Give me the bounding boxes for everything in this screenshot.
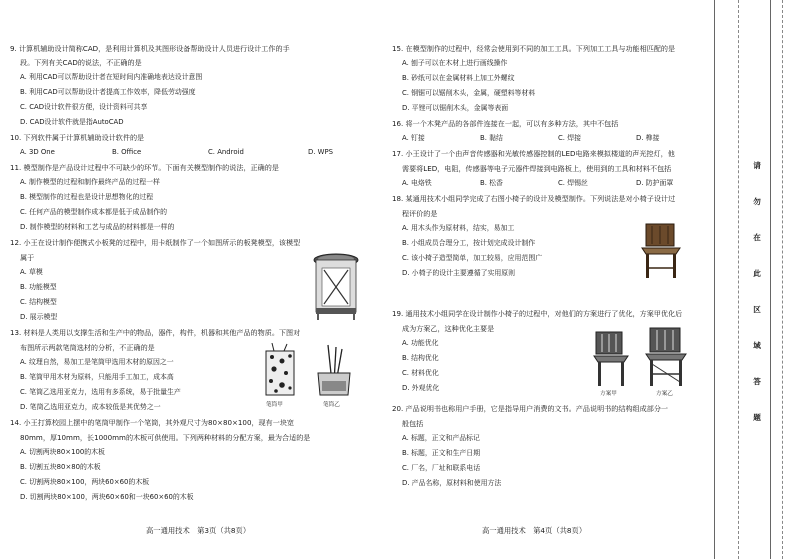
q9-option-c: C. CAD设计软件很方便，设计资料可共享 [20, 103, 148, 111]
pen-holder-a-figure [262, 343, 298, 399]
q13-stem-line1: 13. 材料是人类用以支撑生活和生产中的物品，器件，构件，机器和其他产品的物质。下图对 [10, 328, 301, 337]
q17-stem-line1: 17. 小王设计了一个由声音传感器和光敏传感器控制的LED电路来模拟楼道的声光控灯，他 [392, 149, 675, 158]
q19-stem-line2: 成为方案乙，这种优化主要是 [402, 324, 495, 333]
q20-option-b: B. 标题，正文和生产日期 [402, 449, 481, 457]
pen-holder-b-caption: 笔筒乙 [323, 402, 340, 408]
q20-stem-line2: 般包括 [402, 419, 424, 428]
q12-stem-line2: 属于 [20, 253, 35, 262]
q18-option-a: A. 用木头作为原材料，结实，易加工 [402, 224, 515, 232]
q19-option-d: D. 外观优化 [402, 384, 440, 392]
q9-stem-line1: 9. 计算机辅助设计简称CAD，是利用计算机及其图形设备帮助设计人员进行设计工作的手 [10, 44, 290, 53]
q12-option-d: D. 展示模型 [20, 313, 58, 321]
q17-option-d: D. 防护面罩 [636, 179, 674, 187]
pen-holder-a-caption: 笔筒甲 [266, 402, 283, 408]
q15-option-b: B. 砂纸可以在金属材料上加工外螺纹 [402, 74, 515, 82]
binding-line-right [770, 0, 771, 559]
q20-option-a: A. 标题，正文和产品标记 [402, 434, 480, 442]
q11-stem: 11. 模型制作是产品设计过程中不可缺少的环节。下面有关模型制作的说法，正确的是 [10, 163, 279, 172]
seal-char-7: 答 [753, 377, 761, 386]
q19-stem-line1: 19. 通用技术小组同学在设计制作小椅子的过程中，对他们的方案进行了优化，方案甲优化后 [392, 309, 683, 318]
q10-option-b: B. Office [112, 148, 142, 156]
q11-option-c: C. 任何产品的模型制作成本都是低于成品制作的 [20, 208, 168, 216]
q11-option-d: D. 制作模型的材料和工艺与成品的材料都是一样的 [20, 223, 175, 231]
q19-option-b: B. 结构优化 [402, 354, 439, 362]
q15-option-a: A. 刨子可以在木材上进行画线操作 [402, 59, 508, 67]
q15-option-c: C. 钢锯可以锯削木头，金属，硬塑料等材料 [402, 89, 536, 97]
q11-option-b: B. 模型制作的过程也是设计思想物化的过程 [20, 193, 154, 201]
q10-stem: 10. 下列软件属于计算机辅助设计软件的是 [10, 133, 145, 142]
q18-stem-line1: 18. 某通用技术小组同学完成了右图小椅子的设计及模型制作。下列说法是对小椅子设计过 [392, 194, 676, 203]
q19-option-c: C. 材料优化 [402, 369, 439, 377]
seal-char-5: 区 [753, 305, 761, 314]
left-page [8, 0, 378, 559]
q9-option-a: A. 利用CAD可以帮助设计者在短时间内准确地表达设计意图 [20, 73, 203, 81]
q16-stem: 16. 将一个木凳产品的各部件连接在一起，可以有多种方法，其中不包括 [392, 119, 619, 128]
q16-option-b: B. 黏结 [480, 134, 503, 142]
binding-margin [706, 0, 794, 559]
q16-option-d: D. 榫接 [636, 134, 660, 142]
q11-option-a: A. 制作模型的过程和制作最终产品的过程一样 [20, 178, 160, 186]
q9-option-d: D. CAD设计软件就是指AutoCAD [20, 118, 124, 126]
q20-option-d: D. 产品名称，原材料和使用方法 [402, 479, 502, 487]
q14-option-a: A. 切割两块80×100的木板 [20, 448, 105, 456]
pen-holder-b-figure [314, 343, 354, 399]
q12-stem-line1: 12. 小王在设计制作便携式小板凳的过程中，用卡纸制作了一个如图所示的板凳模型，该模型 [10, 238, 301, 247]
left-page-footer: 高一通用技术 第3页（共8页） [146, 526, 251, 535]
q17-option-c: C. 焊锡丝 [558, 179, 588, 187]
seal-char-1: 请 [753, 161, 761, 170]
q14-stem-line2: 80mm，厚10mm，长1000mm的木板可供使用。下列两种材料的分配方案，最为合适的是 [20, 433, 311, 442]
q13-option-b: B. 笔筒甲用木材为原料，只能用手工加工，成本高 [20, 373, 174, 381]
q15-stem: 15. 在模型制作的过程中，经常会使用到不同的加工工具。下列加工工具与功能相匹配的是 [392, 44, 676, 53]
chair-scheme-b-caption: 方案乙 [656, 391, 673, 397]
seal-char-6: 域 [753, 341, 761, 350]
q9-option-b: B. 利用CAD可以帮助设计者提高工作效率，降低劳动强度 [20, 88, 196, 96]
q18-option-d: D. 小椅子的设计主要遵循了实用原则 [402, 269, 516, 277]
q12-option-b: B. 功能模型 [20, 283, 57, 291]
q13-option-d: D. 笔筒乙选用亚克力，成本较低是其优势之一 [20, 403, 161, 411]
binding-line-dashed [738, 0, 739, 559]
q17-option-b: B. 松香 [480, 179, 503, 187]
q18-option-b: B. 小组成员合理分工，按计划完成设计制作 [402, 239, 536, 247]
q13-option-c: C. 笔筒乙选用亚克力，选用有多系统，易于批量生产 [20, 388, 181, 396]
q13-stem-line2: 布图所示两款笔筒选材的分析，不正确的是 [20, 343, 155, 352]
q12-option-a: A. 草模 [20, 268, 43, 276]
binding-line-outer [782, 0, 783, 559]
q13-option-a: A. 纹理自然，易加工是笔筒甲选用木材的原因之一 [20, 358, 174, 366]
q16-option-c: C. 焊接 [558, 134, 581, 142]
q16-option-a: A. 钉接 [402, 134, 425, 142]
seal-char-2: 勿 [753, 197, 761, 206]
q20-stem-line1: 20. 产品说明书也称用户手册，它是指导用户消费的文书。产品说明书的结构组成部分一 [392, 404, 669, 413]
q14-option-b: B. 切割五块80×80的木板 [20, 463, 101, 471]
q18-option-c: C. 该小椅子造型简单，加工较易，应用范围广 [402, 254, 543, 262]
seal-char-4: 此 [753, 269, 761, 278]
right-page [392, 0, 702, 559]
q10-option-c: C. Android [208, 148, 244, 156]
q14-stem-line1: 14. 小王打算校园上摆中的笔筒甲制作一个笔筒，其外观尺寸为80×80×100，现有一块宽 [10, 418, 295, 427]
q12-option-c: C. 结构模型 [20, 298, 57, 306]
q10-option-d: D. WPS [308, 148, 334, 156]
paper-stool-model-figure [310, 250, 362, 320]
right-page-footer: 高一通用技术 第4页（共8页） [482, 526, 587, 535]
q14-option-d: D. 切割两块80×100，两块60×60和一块60×60的木板 [20, 493, 194, 501]
q14-option-c: C. 切割两块80×100，两块60×60的木板 [20, 478, 150, 486]
q17-option-a: A. 电烙铁 [402, 179, 432, 187]
chair-scheme-b-figure [642, 326, 692, 388]
q19-option-a: A. 功能优化 [402, 339, 439, 347]
q10-option-a: A. 3D One [20, 148, 55, 156]
chair-scheme-a-figure [590, 330, 634, 388]
seal-char-8: 题 [753, 413, 761, 422]
q20-option-c: C. 厂名，厂址和联系电话 [402, 464, 481, 472]
small-chair-figure [636, 222, 686, 280]
q15-option-d: D. 平锉可以锯削木头，金属等表面 [402, 104, 509, 112]
seal-char-3: 在 [753, 233, 761, 242]
q17-stem-line2: 需要将LED，电阻，传感器等电子元器件焊接到电路板上，使用到的工具和材料不包括 [402, 164, 672, 173]
binding-line-left [714, 0, 715, 559]
chair-scheme-a-caption: 方案甲 [600, 391, 617, 397]
q9-stem-line2: 段。下列有关CAD的说法，不正确的是 [20, 58, 142, 67]
q18-stem-line2: 程评价的是 [402, 209, 438, 218]
